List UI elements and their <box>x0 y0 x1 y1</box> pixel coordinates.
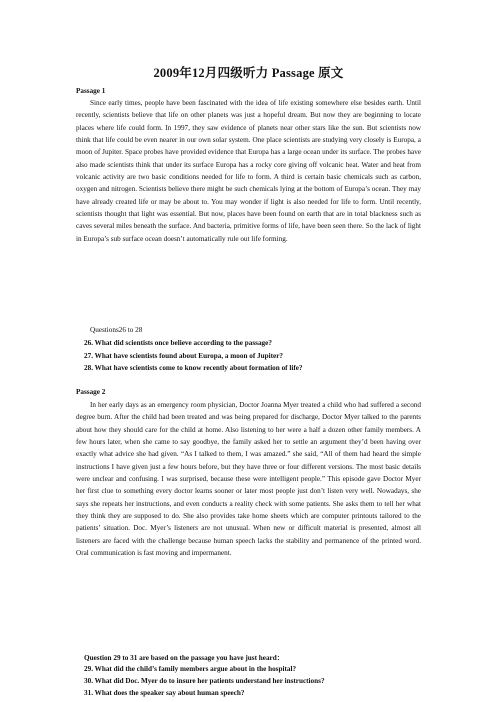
passage-2-questions-label: Question 29 to 31 are based on the passage you have just heard： <box>84 654 284 662</box>
passage-2-text: In her early days as an emergency room physician, Doctor Joanna Myer treated a child who had suffered a second degree burn. After the child had been treated and was being prepared for discharge, Doctor Myer talked to the parents about how they should care for the child at home. Also listening to her were a half a dozen other family members. A few hours later, when she came to say goodbye, the family asked her to settle an argument they’d been having over exactly what advice she had given. “As I talked to them, I was amazed.” she said, “All of them had heard the simple instructions I have given just a few hours before, but they have three or four different versions. The most basic details were unclear and confusing. I was surprised, because these were intelligent people.” This episode gave Doctor Myer her first clue to something every doctor learns sooner or later most people just don’t listen very well. Nowadays, she says she repeats her instructions, and even conducts a reality check with some patients. She asks them to tell her what they think they are supposed to do. She also provides take home sheets which are computer printouts tailored to the patients’ situation. Doc. Myer’s listeners are not unusual. When new or difficult material is presented, almost all listeners are faced with the challenge because human speech lacks the stability and permanence of the printed word. Oral communication is fast moving and impermanent. <box>76 401 421 558</box>
question-26: 26. What did scientists once believe according to the passage? <box>84 339 272 347</box>
question-30: 30. What did Doc. Myer do to insure her patients understand her instructions? <box>84 677 325 685</box>
question-28: 28. What have scientists come to know recently about formation of life? <box>84 364 303 372</box>
passage-2-heading: Passage 2 <box>76 388 106 396</box>
question-29: 29. What did the child’s family members argue about in the hospital? <box>84 665 297 673</box>
passage-1-heading: Passage 1 <box>76 87 106 95</box>
page-title: 2009年12月四级听力 Passage 原文 <box>153 66 344 80</box>
passage-1-text: Since early times, people have been fascinated with the idea of life existing somewhere else besides earth. Until recently, scientists believe that life on other planets was just a hopeful dream. But now they are beginning to locate places where life could form. In 1997, they saw evidence of planets near other stars like the sun. But scientists now think that life could be even nearer in our own solar system. One place scientists are studying very closely is Europa, a moon of Jupiter. Space probes have provided evidence that Europa has a large ocean under its surface. The probes have also made scientists think that under its surface Europa has a rocky core giving off volcanic heat. Water and heat from volcanic activity are two basic conditions needed for life to form. A third is certain basic chemicals such as carbon, oxygen and nitrogen. Scientists believe there might be such chemicals lying at the bottom of Europa’s ocean. They may have already created life or may be about to. You may wonder if light is also needed for life to form. Until recently, scientists thought that light was essential. But now, places have been found on earth that are in total blackness such as caves several miles beneath the surface. And bacteria, primitive forms of life, have been seen there. So the lack of light in Europa’s sub surface ocean doesn’t automatically rule out life forming. <box>76 99 421 243</box>
passage-1-questions-label: Questions26 to 28 <box>90 326 143 334</box>
question-27: 27. What have scientists found about Europa, a moon of Jupiter? <box>84 352 284 360</box>
question-31: 31. What does the speaker say about human speech? <box>84 689 245 697</box>
